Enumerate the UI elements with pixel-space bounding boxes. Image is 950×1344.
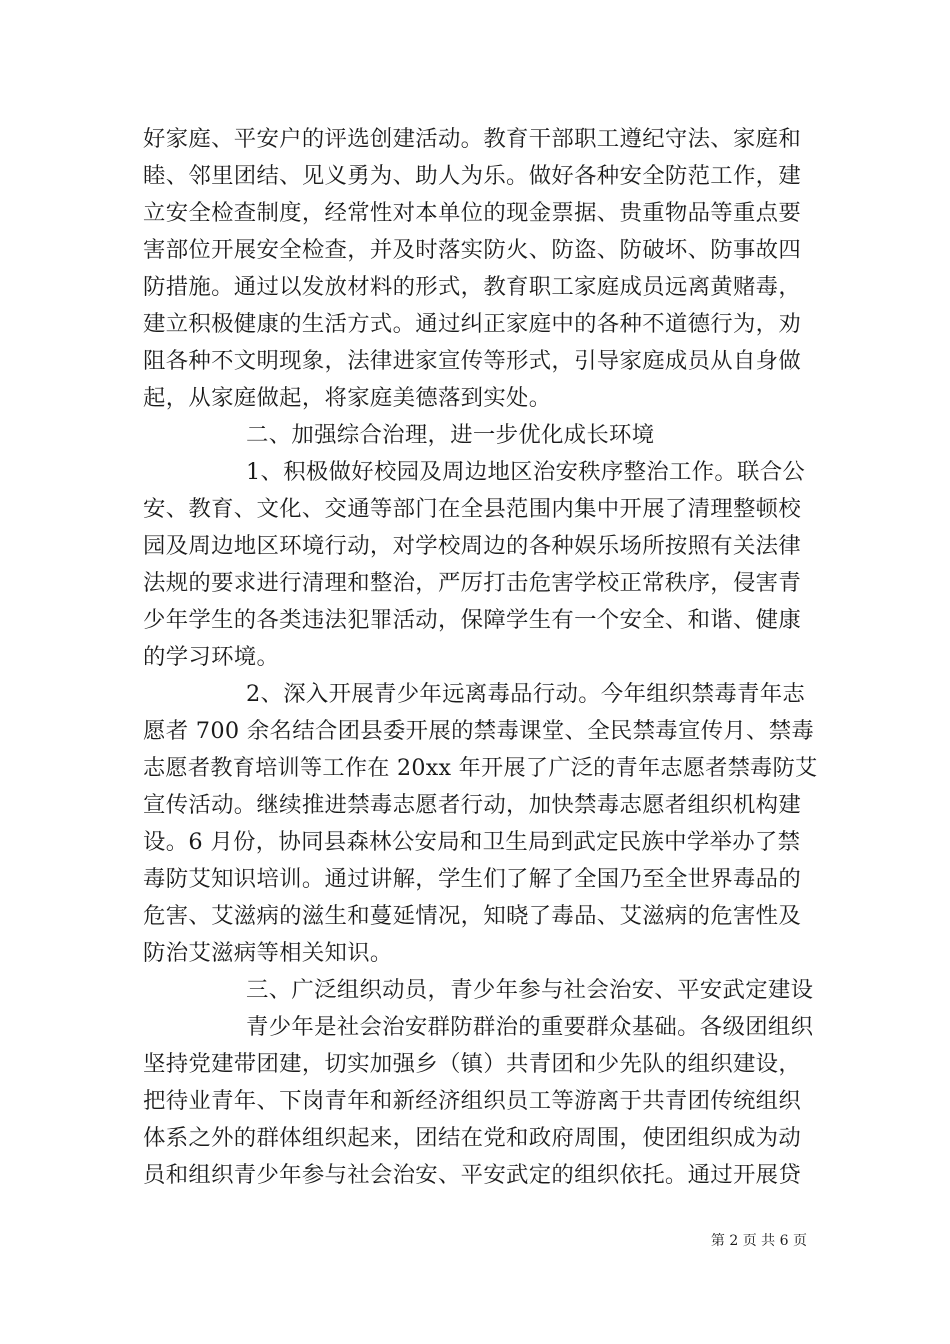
text-line: 安、教育、文化、交通等部门在全县范围内集中开展了清理整顿校 xyxy=(143,496,802,522)
text-line: 把待业青年、下岗青年和新经济组织员工等游离于共青团传统组织 xyxy=(143,1088,802,1114)
text-line: 防措施。通过以发放材料的形式，教育职工家庭成员远离黄赌毒， xyxy=(143,274,802,300)
section-heading: 三、广泛组织动员，青少年参与社会治安、平安武定建设 xyxy=(246,977,814,1003)
text-line: 好家庭、平安户的评选创建活动。教育干部职工遵纪守法、家庭和 xyxy=(143,126,802,152)
text-line: 1、积极做好校园及周边地区治安秩序整治工作。联合公 xyxy=(246,459,806,485)
text-line: 危害、艾滋病的滋生和蔓延情况，知晓了毒品、艾滋病的危害性及 xyxy=(143,903,802,929)
text-line: 员和组织青少年参与社会治安、平安武定的组织依托。通过开展贷 xyxy=(143,1162,802,1188)
text-line: 愿者 700 余名结合团县委开展的禁毒课堂、全民禁毒宣传月、禁毒 xyxy=(143,718,815,744)
text-line: 立安全检查制度，经常性对本单位的现金票据、贵重物品等重点要 xyxy=(143,200,802,226)
text-line: 毒防艾知识培训。通过讲解，学生们了解了全国乃至全世界毒品的 xyxy=(143,866,802,892)
text-line: 起，从家庭做起，将家庭美德落到实处。 xyxy=(143,385,552,411)
text-line: 设。6 月份，协同县森林公安局和卫生局到武定民族中学举办了禁 xyxy=(143,829,801,855)
text-line: 害部位开展安全检查，并及时落实防火、防盗、防破坏、防事故四 xyxy=(143,237,802,263)
text-line: 体系之外的群体组织起来，团结在党和政府周围，使团组织成为动 xyxy=(143,1125,802,1151)
text-line: 宣传活动。继续推进禁毒志愿者行动，加快禁毒志愿者组织机构建 xyxy=(143,792,802,818)
text-line: 建立积极健康的生活方式。通过纠正家庭中的各种不道德行为，劝 xyxy=(143,311,802,337)
text-line: 志愿者教育培训等工作在 20xx 年开展了广泛的青年志愿者禁毒防艾 xyxy=(143,755,818,781)
text-line: 睦、邻里团结、见义勇为、助人为乐。做好各种安全防范工作，建 xyxy=(143,163,802,189)
text-line: 园及周边地区环境行动，对学校周边的各种娱乐场所按照有关法律 xyxy=(143,533,802,559)
section-heading: 二、加强综合治理，进一步优化成长环境 xyxy=(246,422,655,448)
text-line: 少年学生的各类违法犯罪活动，保障学生有一个安全、和谐、健康 xyxy=(143,607,802,633)
text-line: 青少年是社会治安群防群治的重要群众基础。各级团组织 xyxy=(246,1014,814,1040)
text-line: 阻各种不文明现象，法律进家宣传等形式，引导家庭成员从自身做 xyxy=(143,348,802,374)
text-line: 的学习环境。 xyxy=(143,644,280,670)
text-line: 法规的要求进行清理和整治，严厉打击危害学校正常秩序，侵害青 xyxy=(143,570,802,596)
text-line: 坚持党建带团建，切实加强乡（镇）共青团和少先队的组织建设， xyxy=(143,1051,802,1077)
text-line: 防治艾滋病等相关知识。 xyxy=(143,940,393,966)
text-line: 2、深入开展青少年远离毒品行动。今年组织禁毒青年志 xyxy=(246,681,806,707)
page-number-footer: 第 2 页 共 6 页 xyxy=(710,1233,807,1249)
